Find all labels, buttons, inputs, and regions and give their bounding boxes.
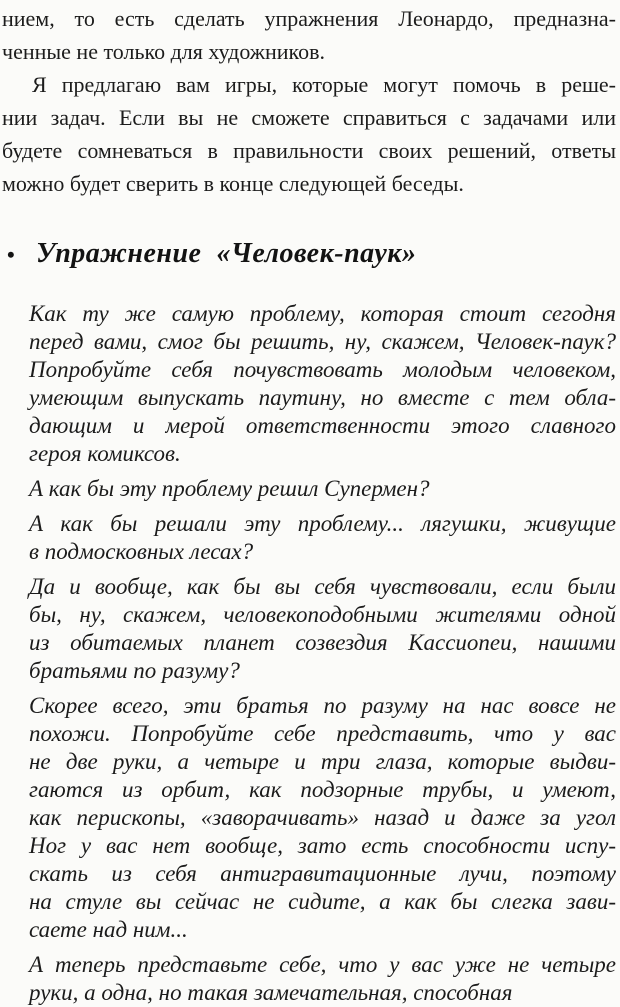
text-line: дающим и мерой ответственности этого славного [29,413,616,438]
text-line: как перископы, «заворачивать» назад и даже за угол [29,805,616,830]
paragraph [29,475,616,503]
paragraph [29,300,616,468]
text-line: Ног у вас нет вообще, зато есть способности испу- [29,833,616,858]
text-line: братьями по разуму? [29,658,240,683]
text-line: Я предлагаю вам игры, которые могут помочь в реше- [32,72,616,97]
text-line: героя комиксов. [29,441,181,466]
text-line: бы, ну, скажем, человекоподобными жителями одной [29,602,616,627]
text-line: А как бы эту проблему решил Супермен? [29,476,430,501]
text-line: будете сомневаться в правильности своих решений, ответы [2,138,616,163]
text-line: гаются из орбит, как подзорные трубы, и умеют, [29,777,616,802]
section-heading-text: Упражнение «Человек-паук» [36,238,417,269]
text-line: умеющим выпускать паутину, но вместе с тем обла- [29,385,616,410]
text-line: Попробуйте себя почувствовать молодым человеком, [29,357,616,382]
text-line: перед вами, смог бы решить, ну, скажем, Человек-паук? [29,329,616,354]
text-line: в подмосковных лесах? [29,539,254,564]
text-line: Как ту же самую проблему, которая стоит сегодня [29,301,616,326]
intro-text-block [2,2,616,200]
paragraph [29,510,616,566]
text-line: нии задач. Если вы не сможете справиться с задачами или [2,105,616,130]
paragraph [2,2,616,68]
text-line: похожи. Попробуйте себе представить, что у вас [29,721,616,746]
text-line: не две руки, а четыре и три глаза, которые выдви- [29,749,616,774]
paragraph [2,68,616,200]
text-line: А как бы решали эту проблему... лягушки, живущие [29,511,616,536]
text-line: можно будет сверить в конце следующей беседы. [2,171,464,196]
paragraph [29,951,616,1007]
section-heading [2,237,616,272]
text-line: на стуле вы сейчас не сидите, а как бы слегка зави- [29,889,616,914]
text-line: ченные не только для художников. [2,39,325,64]
text-line: из обитаемых планет созвездия Кассиопеи, нашими [29,630,616,655]
exercise-text-block [29,300,616,1007]
text-line: руки, а одна, но такая замечательная, способная [29,980,513,1005]
paragraph [29,573,616,685]
bullet-icon: • [7,242,15,267]
paragraph [29,692,616,944]
text-line: саете над ним... [29,917,188,942]
text-line: Скорее всего, эти братья по разуму на нас вовсе не [29,693,616,718]
text-line: нием, то есть сделать упражнения Леонардо, предназна- [2,6,616,31]
text-line: скать из себя антигравитационные лучи, поэтому [29,861,616,886]
text-line: Да и вообще, как бы вы себя чувствовали, если были [29,574,616,599]
text-line: А теперь представьте себе, что у вас уже не четыре [29,952,616,977]
